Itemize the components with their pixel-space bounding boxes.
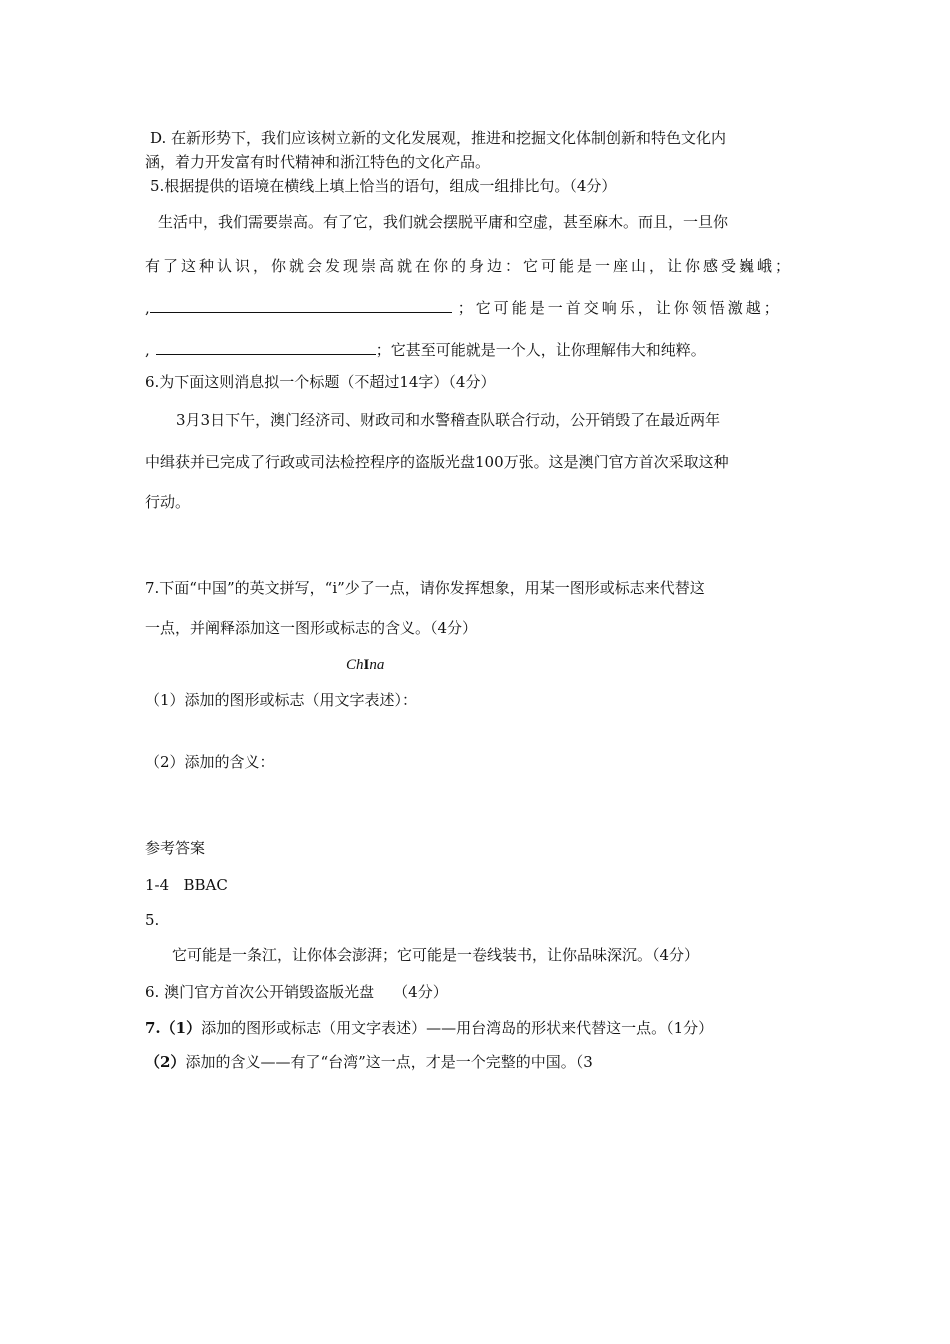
china-logo-i: I [363, 657, 370, 673]
option-d-line-2: 涵，着力开发富有时代精神和浙江特色的文化产品。 [145, 153, 491, 171]
answer-6: 6. 澳门官方首次公开销毁盗版光盘 （4分） [145, 983, 448, 1001]
answers-heading: 参考答案 [145, 839, 206, 857]
blank-suffix: ；它甚至可能就是一个人，让你理解伟大和纯粹。 [375, 341, 706, 359]
question-5-line-1: 生活中，我们需要崇高。有了它，我们就会摆脱平庸和空虚，甚至麻木。而且，一旦你 [158, 213, 729, 231]
answer-7-sub-1-number: （1） [160, 1019, 202, 1037]
answer-blank-2[interactable] [156, 340, 376, 355]
question-7-sub-1: （1）添加的图形或标志（用文字表述）： [145, 691, 418, 709]
answer-1-4: 1-4 BBAC [145, 876, 228, 894]
question-5-line-2: 有了这种认识，你就会发现崇高就在你的身边：它可能是一座山，让你感受巍峨； [145, 257, 794, 275]
question-5-line-4 [145, 340, 706, 360]
answer-5-label: 5. [145, 911, 160, 929]
answer-7-sub-2-text: 添加的含义——有了“台湾”这一点，才是一个完整的中国。（3 [185, 1053, 593, 1071]
china-logo-part-3: na [369, 657, 385, 673]
question-5-line-3 [145, 298, 782, 318]
question-6-line-1: 3月3日下午，澳门经济司、财政司和水警稽查队联合行动，公开销毁了在最近两年 [176, 411, 721, 429]
answer-7-sub-2-number: （2） [145, 1053, 186, 1071]
answer-7-line-1 [145, 1018, 713, 1038]
question-6-line-3: 行动。 [145, 493, 191, 511]
answer-7-number: 7. [145, 1019, 161, 1037]
blank-prefix: , [145, 341, 150, 359]
answer-blank-1[interactable] [150, 298, 452, 313]
answer-7-line-2 [145, 1052, 593, 1072]
option-d-line-1: D. 在新形势下，我们应该树立新的文化发展观，推进和挖掘文化体制创新和特色文化内 [150, 129, 727, 147]
question-7-sub-2: （2）添加的含义： [145, 753, 275, 771]
question-7-prompt-line-1: 7.下面“中国”的英文拼写，“i”少了一点，请你发挥想象，用某一图形或标志来代替这 [145, 579, 705, 597]
answer-5-text: 它可能是一条江，让你体会澎湃；它可能是一卷线装书，让你品味深沉。（4分） [172, 946, 700, 964]
question-6-prompt: 6.为下面这则消息拟一个标题（不超过14字）（4分） [145, 373, 496, 391]
question-6-line-2: 中缉获并已完成了行政或司法检控程序的盗版光盘100万张。这是澳门官方首次采取这种 [145, 453, 729, 471]
china-logo-part-1: Ch [346, 657, 364, 673]
question-5-prompt: 5.根据提供的语境在横线上填上恰当的语句，组成一组排比句。（4分） [150, 177, 617, 195]
answer-7-sub-1-text: 添加的图形或标志（用文字表述）——用台湾岛的形状来代替这一点。（1分） [201, 1019, 714, 1037]
blank-prefix: , [145, 299, 150, 317]
blank-suffix: ；它可能是一首交响乐，让你领悟激越； [457, 299, 782, 317]
question-7-prompt-line-2: 一点，并阐释添加这一图形或标志的含义。（4分） [145, 619, 478, 637]
china-logo [346, 655, 384, 675]
